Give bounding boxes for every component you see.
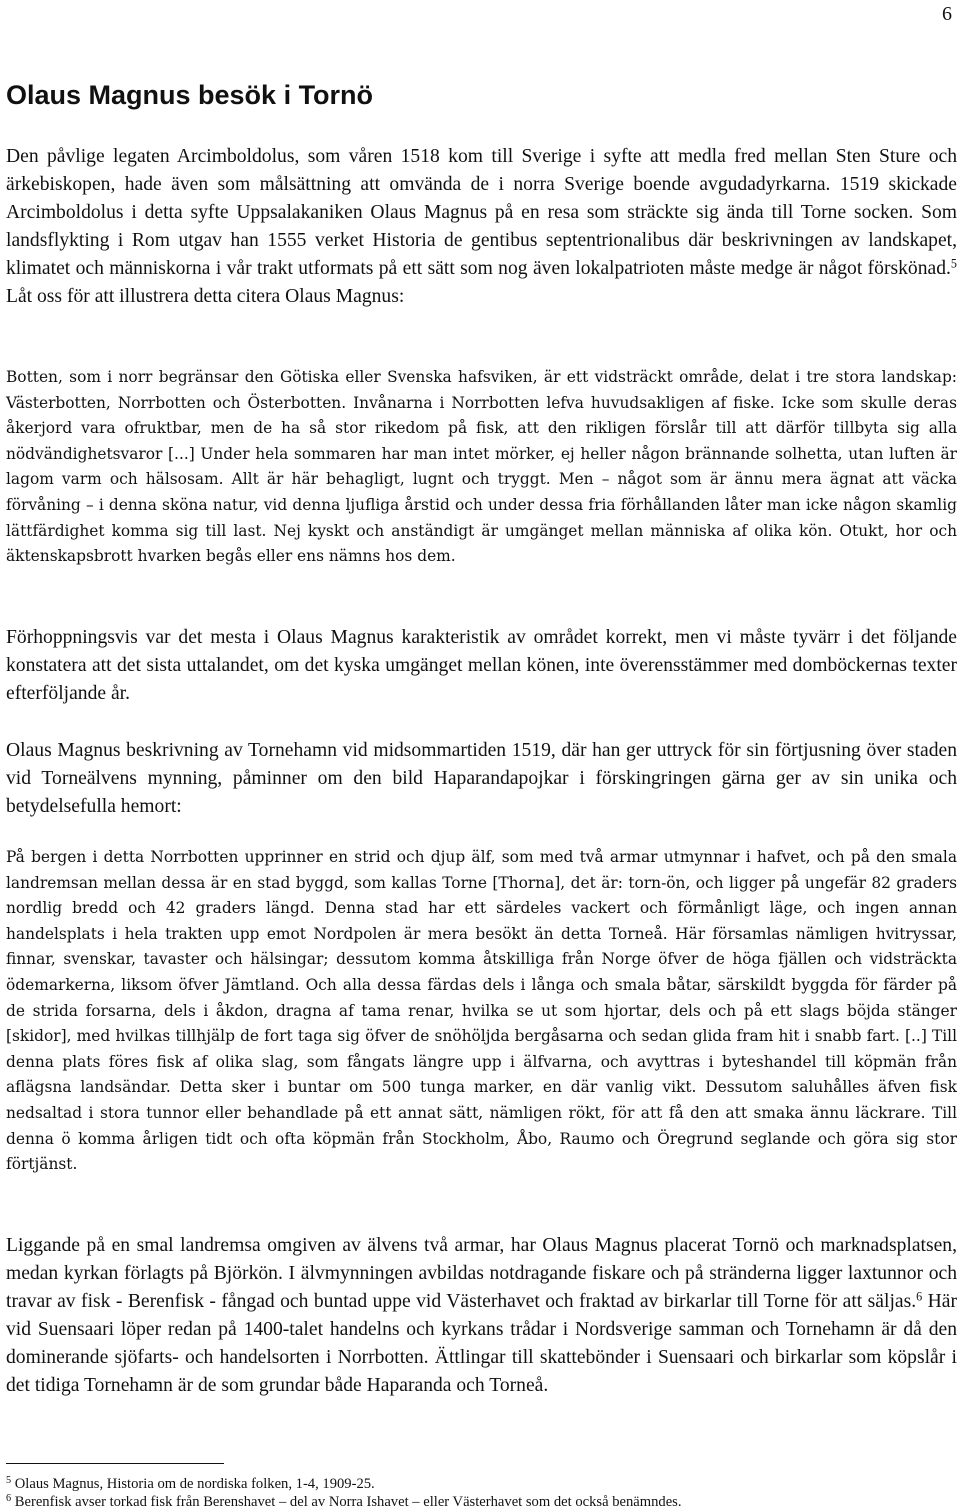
footnote-ref-6: 6 [916,1289,923,1304]
commentary-paragraph: Förhoppningsvis var det mesta i Olaus Magnus karakteristik av området korrekt, men vi måste tyvärr i det följande konstatera att det sista uttalandet, om det kyska umgänget mellan könen, inte överensstämmer med domböckernas texter efterföljande år. [6,627,957,705]
map-description-text-continued: Här vid Suensaari löper redan på 1400-talet handelns och kyrkans trådar i Nordsverige samman och Tornehamn är då den dominerande sjöfarts- och handelsorten i Norrbotten. Ättlingar till skattebönder i Suensaari och birkarlar som köpslår i det tidiga Tornehamn är de som grundar både Haparanda och Torneå. [6,1291,957,1397]
footnote-text: Olaus Magnus, Historia om de nordiska folken, 1-4, 1909-25. [11,1476,375,1492]
tornehamn-paragraph: Olaus Magnus beskrivning av Tornehamn vid midsommartiden 1519, där han ger uttryck för sin förtjusning över staden vid Torneälvens mynning, påminner om den bild Haparandapojkar i förskingringen gärna ger av sin unika och betydelsefulla hemort: [6,740,957,818]
section-title: Olaus Magnus besök i Tornö [6,80,374,110]
footnote-text: Berenfisk avser torkad fisk från Berenshavet – del av Norra Ishavet – eller Västerhavet som det också benämndes. [11,1494,682,1510]
quote-norrbotten: Botten, som i norr begränsar den Götiska eller Svenska hafsviken, är ett vidsträckt område, delat i tre stora landskap: Västerbotten, Norrbotten och Österbotten. Invånarna i Norrbotten lefva huvudsakligen af fiske. Icke som skulle deras åkerjord vara ofruktbar, men de ha så stor rikedom på fisk, att den rikligen förslår till att därför tillbyta sig alla nödvändighetsvaror [...] Under hela sommaren har man intet mörker, ej heller någon brännande solhetta, utan luften är lagom varm och hälsosam. Allt är här behagligt, lugnt och tryggt. Men – något som är ännu mera ägnat att väcka förvåning – i denna sköna natur, vid denna ljufliga årstid och under dessa fria förhållanden låter man icke någon skamlig lättfärdighet komma sig till last. Nej kyskt och anständigt är umgänget mellan människa af olika kön. Otukt, hor och äktenskapsbrott hvarken begås eller ens nämns hos dem. [6,368,957,566]
map-description-text: Liggande på en smal landremsa omgiven av älvens två armar, har Olaus Magnus placerat Tornö och marknadsplatsen, medan kyrkan förlagts på Björkön. I älvmynningen avbildas notdragande fiskare och på stränderna ligger laxtunnor och travar av fisk - Berenfisk - fångad och buntad uppe vid Västerhavet och fraktad av birkarlar till Torne för att säljas. [6,1235,957,1313]
page-number: 6 [942,3,952,25]
footnote-divider [6,1463,224,1464]
intro-text-continued: Låt oss för att illustrera detta citera Olaus Magnus: [6,286,405,308]
footnote-number: 6 [6,1492,12,1504]
map-description-paragraph [6,1232,957,1401]
footnote-5 [6,1475,375,1493]
footnote-ref-5: 5 [950,256,957,271]
intro-paragraph [6,143,957,312]
footnote-6 [6,1493,682,1511]
footnote-number: 5 [6,1474,12,1486]
intro-text: Den påvlige legaten Arcimboldolus, som våren 1518 kom till Sverige i syfte att medla fred mellan Sten Sture och ärkebiskopen, hade även som målsättning att omvända de i norra Sverige boende avgudadyrkarna. 1519 skickade Arcimboldolus i detta syfte Uppsalakaniken Olaus Magnus på en resa som sträckte sig ända till Torne socken. Som landsflykting i Rom utgav han 1555 verket Historia de gentibus septentrionalibus där beskrivningen av landskapet, klimatet och människorna i vår trakt utformats på ett sätt som nog även lokalpatrioten måste medge är något förskönad. [6,146,957,280]
quote-torne: På bergen i detta Norrbotten upprinner en strid och djup älf, som med två armar utmynnar i hafvet, och på den smala landremsan mellan dessa är en stad byggd, som kallas Torne [Thorna], det är: torn-ön, och ligger på ungefär 82 graders nordlig bredd och 42 graders längd. Denna stad har ett särdeles vackert och förmånligt läge, och ingen annan handelsplats i hela trakten upp emot Nordpolen är mera besökt än detta Torneå. Här församlas nämligen hvitryssar, finnar, svenskar, tavaster och hälsingar; dessutom komma åtskilliga från Norge öfver de höga fjällen och vidsträckta ödemarkerna, liksom öfver Jämtland. Och alla dessa färdas dels i långa och smala båtar, särskildt byggda för färder på de strida forsarna, dels i åkdon, dragna af tama renar, hvilka se ut som hjortar, dels och på ett slags böjda stänger [skidor], med hvilkas tillhjälp de fort taga sig öfver de snöhöljda bergåsarna och sedan glida fram hit i snabb fart. [..] Till denna plats föres fisk af olika slag, som fångats längre upp i älfvarna, och avyttras i byteshandel till köpmän från aflägsna landsändar. Detta sker i buntar om 500 tunga marker, en där vanlig vikt. Dessutom saluhålles äfven fisk nedsaltad i stora tunnor eller behandlade på ett annat sätt, nämligen rökt, för att få den att smaka ännu läckrare. Till denna ö komma årligen tidt och ofta köpmän från Stockholm, Åbo, Raumo och Öregrund seglande och göra sig stor förtjänst. [6,848,957,1174]
